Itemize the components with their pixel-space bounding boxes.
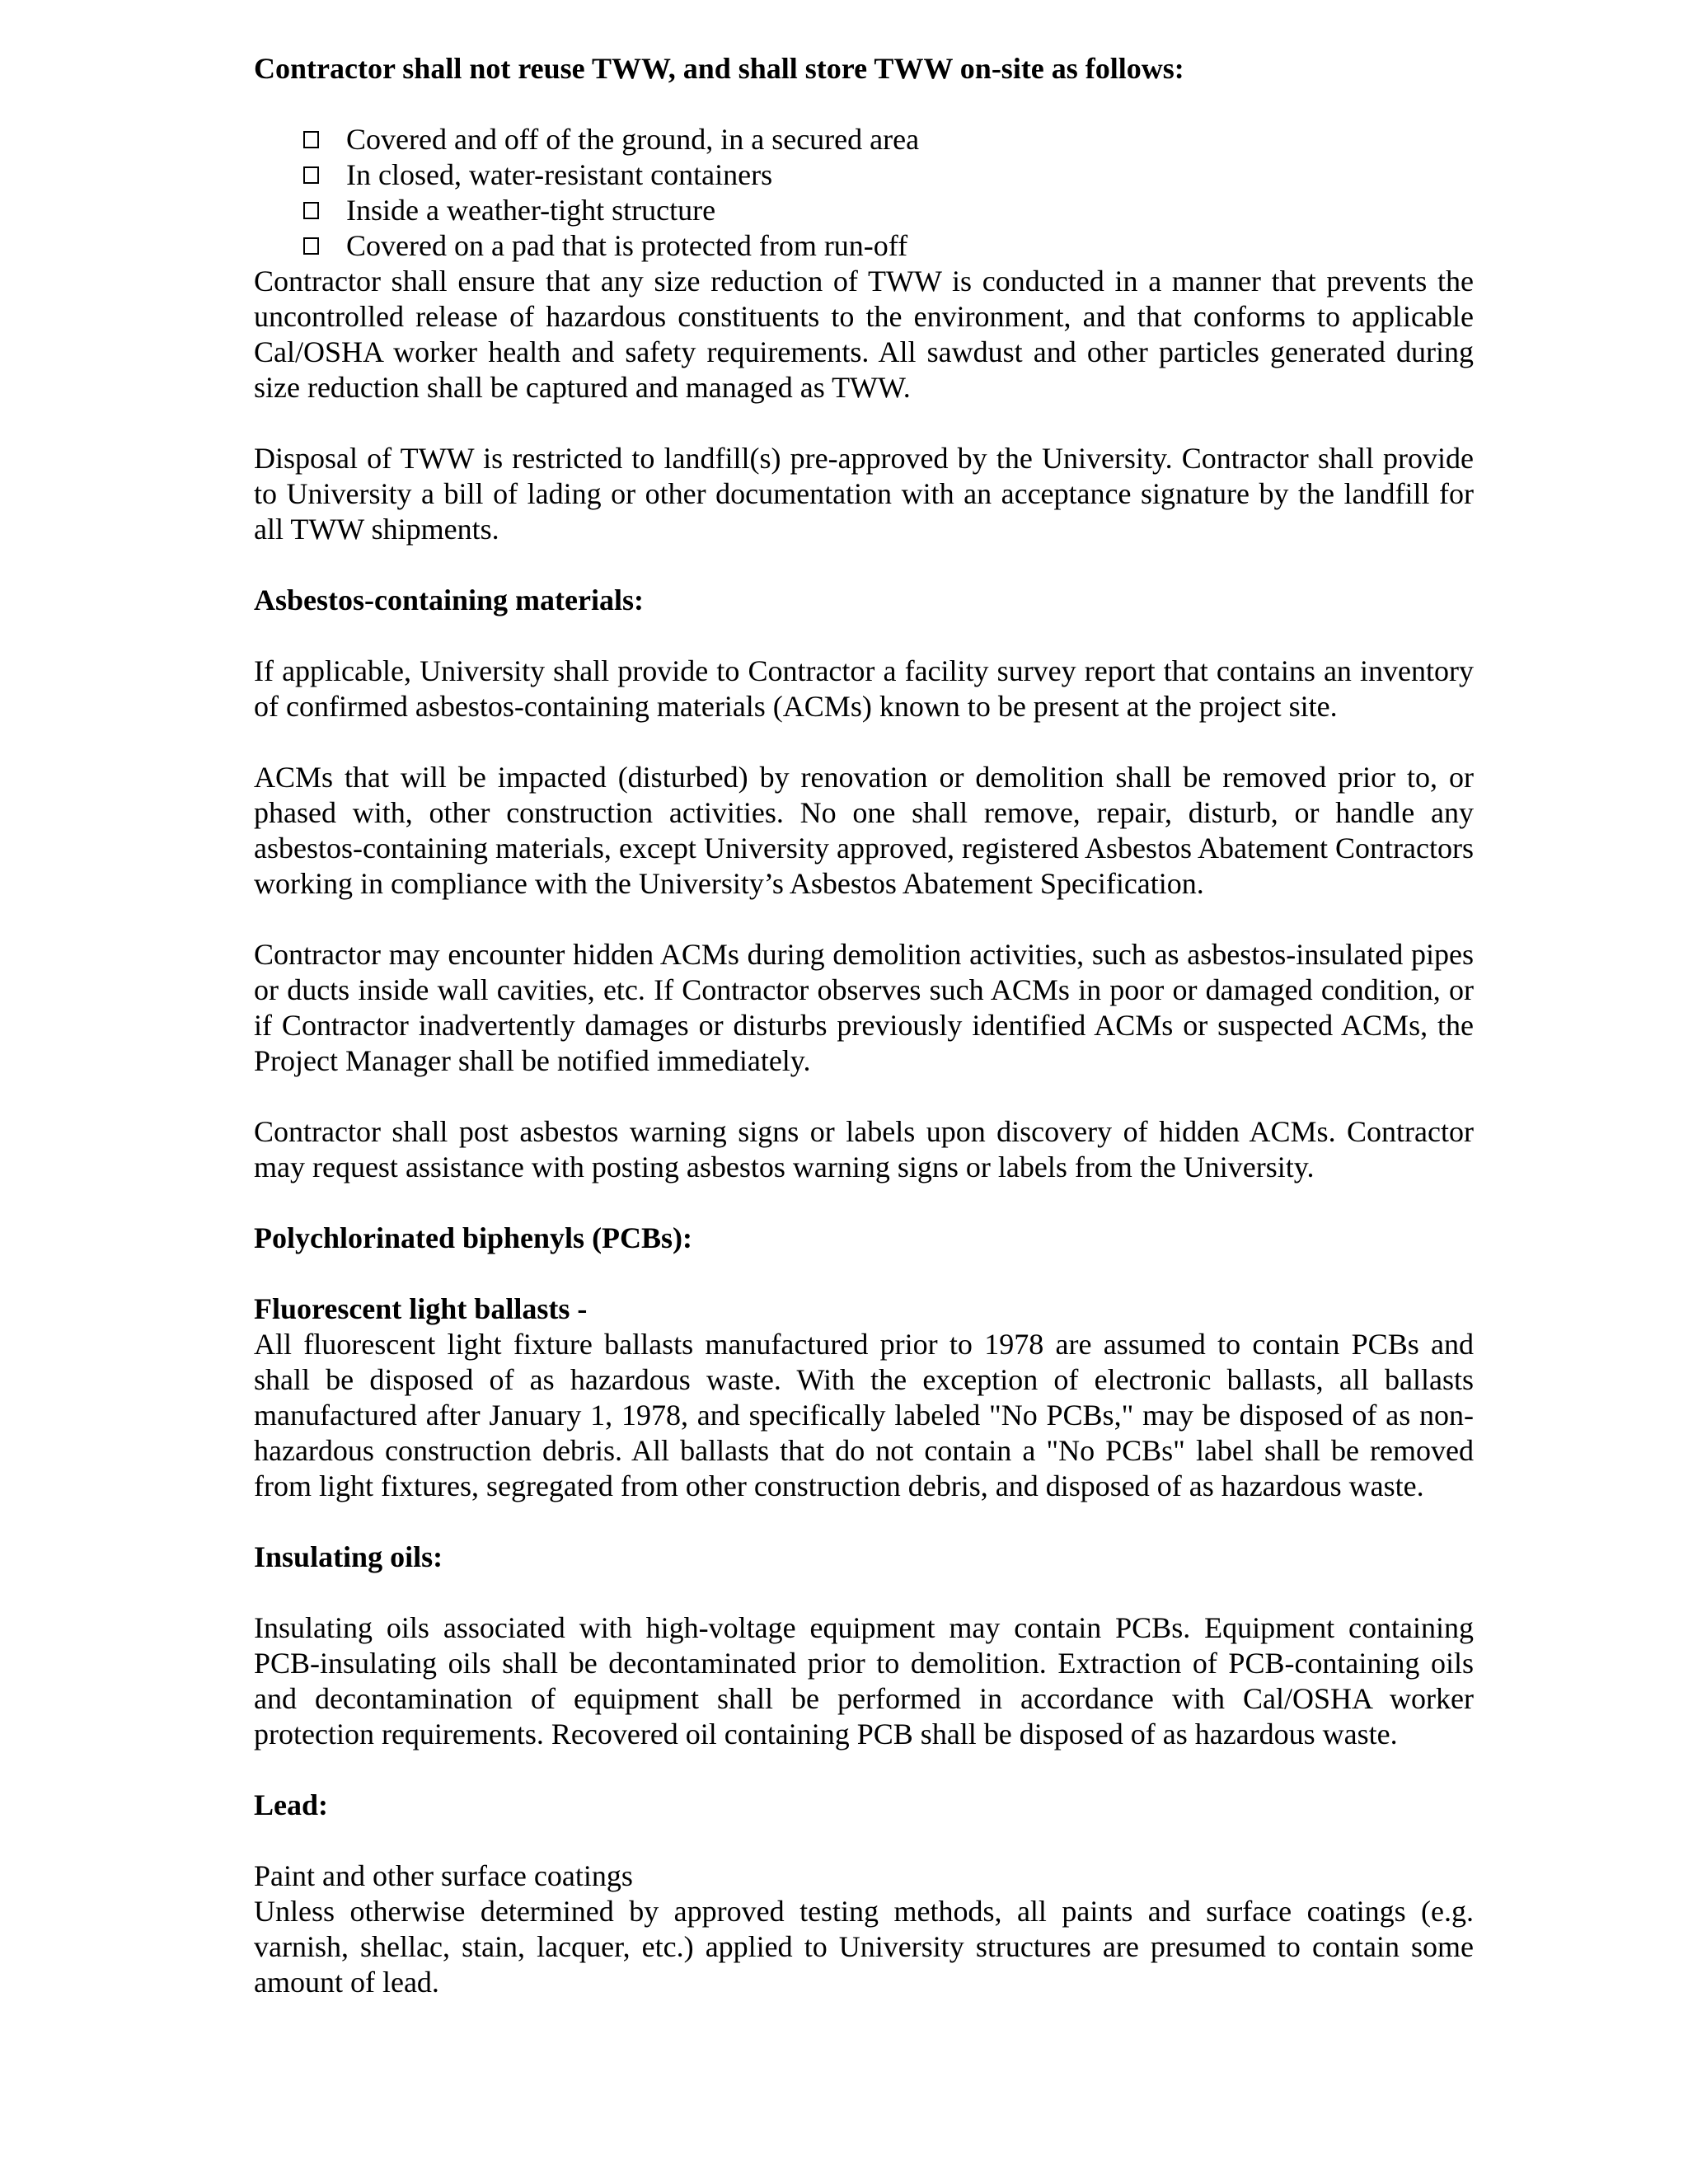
list-item-text: Covered on a pad that is protected from run-off <box>346 229 908 262</box>
checkbox-icon <box>303 166 319 184</box>
pcb-heading: Polychlorinated biphenyls (PCBs): <box>254 1221 693 1254</box>
asbestos-removal-paragraph: ACMs that will be impacted (disturbed) by renovation or demolition shall be removed prior to, or phased with, other construction activities. No one shall remove, repair, disturb, or handle any asbestos-containing materials, except University approved, registered Asbestos Abatement Contractors working in compliance with the University’s Asbestos Abatement Specification. <box>254 761 1474 900</box>
insulating-oils-paragraph: Insulating oils associated with high-voltage equipment may contain PCBs. Equipment containing PCB-insulating oils shall be decontaminated prior to demolition. Extraction of PCB-containing oils and decontamination of equipment shall be performed in accordance with Cal/OSHA worker protection requirements. Recovered oil containing PCB shall be disposed of as hazardous waste. <box>254 1611 1474 1750</box>
checkbox-icon <box>303 237 319 255</box>
list-item-text: Inside a weather-tight structure <box>346 194 716 227</box>
list-item-text: Covered and off of the ground, in a secured area <box>346 123 920 156</box>
list-item <box>303 157 1474 193</box>
asbestos-heading: Asbestos-containing materials: <box>254 583 644 616</box>
lead-heading: Lead: <box>254 1788 328 1821</box>
tww-size-reduction-paragraph: Contractor shall ensure that any size reduction of TWW is conducted in a manner that prevents the uncontrolled release of hazardous constituents to the environment, and that conforms to applicable Cal/OSHA worker health and safety requirements. All sawdust and other particles generated during size reduction shall be captured and managed as TWW. <box>254 265 1474 404</box>
insulating-oils-heading: Insulating oils: <box>254 1540 443 1573</box>
paint-paragraph: Unless otherwise determined by approved testing methods, all paints and surface coatings (e.g. varnish, shellac, stain, lacquer, etc.) applied to University structures are presumed to contain some amount of lead. <box>254 1895 1474 1999</box>
list-item <box>303 122 1474 157</box>
checkbox-icon <box>303 131 319 148</box>
list-item <box>303 228 1474 264</box>
tww-disposal-paragraph: Disposal of TWW is restricted to landfill(s) pre-approved by the University. Contractor shall provide to University a bill of lading or other documentation with an acceptance signature by the landfill for all TWW shipments. <box>254 442 1474 546</box>
checkbox-icon <box>303 202 319 219</box>
tww-storage-heading: Contractor shall not reuse TWW, and shall store TWW on-site as follows: <box>254 52 1184 85</box>
tww-storage-checklist <box>254 122 1474 264</box>
paint-subheading: Paint and other surface coatings <box>254 1859 633 1892</box>
ballast-paragraph: All fluorescent light fixture ballasts manufactured prior to 1978 are assumed to contain PCBs and shall be disposed of as hazardous waste. With the exception of electronic ballasts, all ballasts manufactured after January 1, 1978, and specifically labeled "No PCBs," may be disposed of as non-hazardous construction debris. All ballasts that do not contain a "No PCBs" label shall be removed from light fixtures, segregated from other construction debris, and disposed of as hazardous waste. <box>254 1328 1474 1502</box>
asbestos-signs-paragraph: Contractor shall post asbestos warning signs or labels upon discovery of hidden ACMs. Contractor may request assistance with posting asbestos warning signs or labels from the University. <box>254 1115 1474 1183</box>
list-item-text: In closed, water-resistant containers <box>346 158 773 191</box>
asbestos-survey-paragraph: If applicable, University shall provide to Contractor a facility survey report that contains an inventory of confirmed asbestos-containing materials (ACMs) known to be present at the project site. <box>254 654 1474 723</box>
document-page <box>254 51 1474 2000</box>
list-item <box>303 193 1474 228</box>
asbestos-hidden-paragraph: Contractor may encounter hidden ACMs during demolition activities, such as asbestos-insulated pipes or ducts inside wall cavities, etc. If Contractor observes such ACMs in poor or damaged condition, or if Contractor inadvertently damages or disturbs previously identified ACMs or suspected ACMs, the Project Manager shall be notified immediately. <box>254 938 1474 1077</box>
ballast-heading: Fluorescent light ballasts - <box>254 1292 588 1325</box>
